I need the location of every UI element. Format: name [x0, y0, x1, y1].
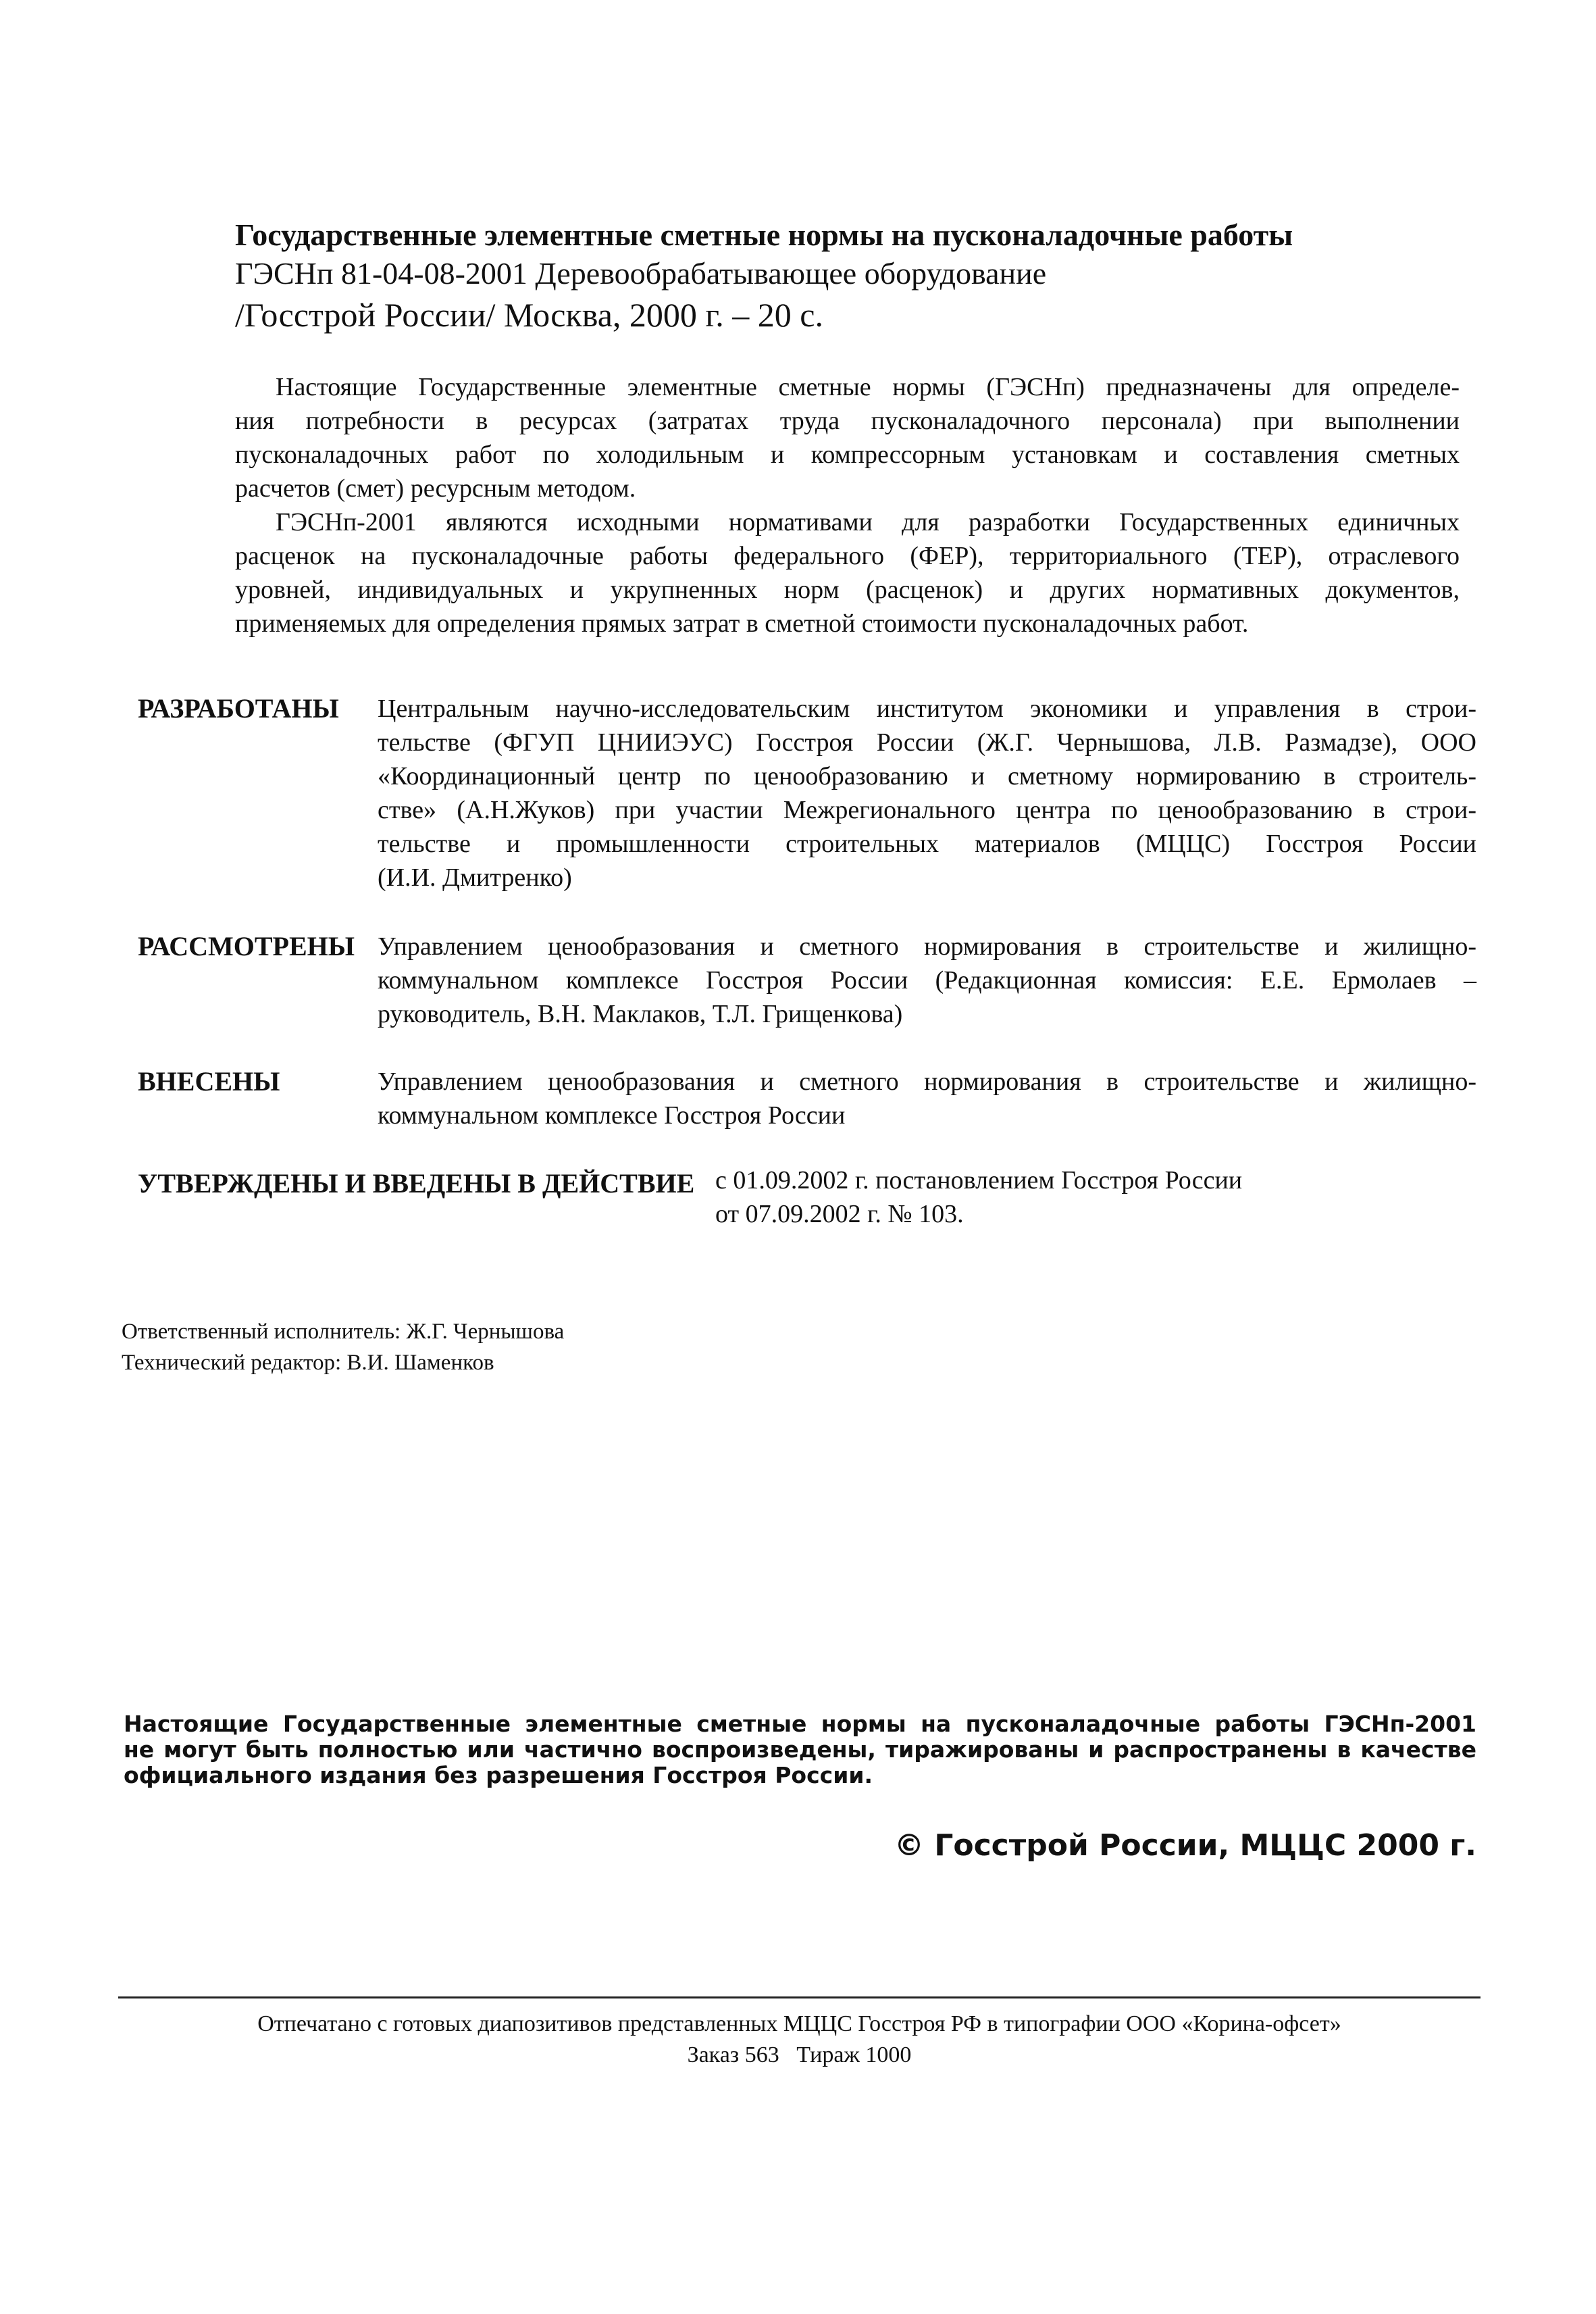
notice-line: официального издания без разрешения Госстроя России.: [124, 1762, 873, 1788]
approved-line: с 01.09.2002 г. постановлением Госстроя России: [715, 1166, 1243, 1194]
footer-divider: [118, 1996, 1481, 1998]
developed-line: Центральным научно-исследовательским институтом экономики и управления в строи-: [378, 695, 1476, 723]
intro-p2-line: ГЭСНп-2001 являются исходными нормативами для разработки Государственных единичных: [276, 508, 1460, 536]
developed-line: тельстве (ФГУП ЦНИИЭУС) Госстроя России (Ж.Г. Чернышова, Л.В. Размадзе), ООО: [378, 728, 1476, 757]
submitted-line: коммунальном комплексе Госстроя России: [378, 1101, 846, 1130]
approved-text: [715, 1163, 1391, 1231]
reviewed-label: РАССМОТРЕНЫ: [138, 931, 355, 961]
intro-p2-line: применяемых для определения прямых затрат в сметной стоимости пусконаладочных работ.: [235, 609, 1249, 638]
printing-info: Отпечатано с готовых диапозитивов представленных МЦЦС Госстроя РФ в типографии ООО «Корина-офсет»: [257, 2011, 1341, 2036]
intro-p1-line: Настоящие Государственные элементные сметные нормы (ГЭСНп) предназначены для определе-: [276, 373, 1460, 401]
credits: [122, 1316, 564, 1378]
intro-paragraphs: [235, 370, 1460, 640]
publisher-line: /Госстрой России/ Москва, 2000 г. – 20 с.: [235, 296, 823, 334]
developed-line: стве» (А.Н.Жуков) при участии Межрегионального центра по ценообразованию в строи-: [378, 796, 1476, 824]
reviewed-text: [378, 930, 1476, 1031]
intro-p2-line: уровней, индивидуальных и укрупненных норм (расценок) и других нормативных документов,: [235, 576, 1460, 604]
intro-p1-line: расчетов (смет) ресурсным методом.: [235, 474, 636, 503]
document-header: [235, 216, 1383, 336]
intro-p1-line: ния потребности в ресурсах (затратах труда пусконаладочного персонала) при выполнении: [235, 407, 1460, 435]
submitted-label: ВНЕСЕНЫ: [138, 1066, 280, 1097]
approved-line: от 07.09.2002 г. № 103.: [715, 1200, 964, 1228]
approved-label: УТВЕРЖДЕНЫ И ВВЕДЕНЫ В ДЕЙСТВИЕ: [138, 1168, 695, 1199]
order-info: Заказ 563 Тираж 1000: [687, 2042, 912, 2067]
intro-p1-line: пусконаладочных работ по холодильным и компрессорным установкам и составления сметных: [235, 441, 1460, 469]
document-code-line: ГЭСНп 81-04-08-2001 Деревообрабатывающее оборудование: [235, 256, 1047, 291]
developed-line: «Координационный центр по ценообразованию и сметному нормированию в строитель-: [378, 762, 1476, 790]
submitted-text: [378, 1065, 1476, 1132]
intro-p2-line: расценок на пусконаладочные работы федерального (ФЕР), территориального (ТЕР), отраслевого: [235, 542, 1460, 570]
reviewed-line: Управлением ценообразования и сметного нормирования в строительстве и жилищно-: [378, 932, 1476, 961]
notice-line: Настоящие Государственные элементные сметные нормы на пусконаладочные работы ГЭСНп-2001: [124, 1711, 1476, 1737]
copyright: © Госстрой России, МЦЦС 2000 г.: [894, 1828, 1476, 1863]
responsible-executor: Ответственный исполнитель: Ж.Г. Чернышова: [122, 1319, 565, 1344]
developed-line: (И.И. Дмитренко): [378, 863, 572, 892]
notice-line: не могут быть полностью или частично воспроизведены, тиражированы и распространены в качестве: [124, 1736, 1476, 1763]
developed-line: тельстве и промышленности строительных материалов (МЦЦС) Госстроя России: [378, 830, 1476, 858]
reproduction-notice: [124, 1711, 1476, 1788]
print-footer: [118, 2009, 1481, 2071]
reviewed-line: руководитель, В.Н. Маклаков, Т.Л. Грищенкова): [378, 1000, 903, 1028]
submitted-line: Управлением ценообразования и сметного нормирования в строительстве и жилищно-: [378, 1067, 1476, 1096]
developed-label: РАЗРАБОТАНЫ: [138, 693, 339, 724]
developed-text: [378, 692, 1476, 895]
reviewed-line: коммунальном комплексе Госстроя России (Редакционная комиссия: Е.Е. Ермолаев –: [378, 966, 1476, 995]
technical-editor: Технический редактор: В.И. Шаменков: [122, 1351, 494, 1375]
document-title: Государственные элементные сметные нормы на пусконаладочные работы: [235, 218, 1293, 252]
